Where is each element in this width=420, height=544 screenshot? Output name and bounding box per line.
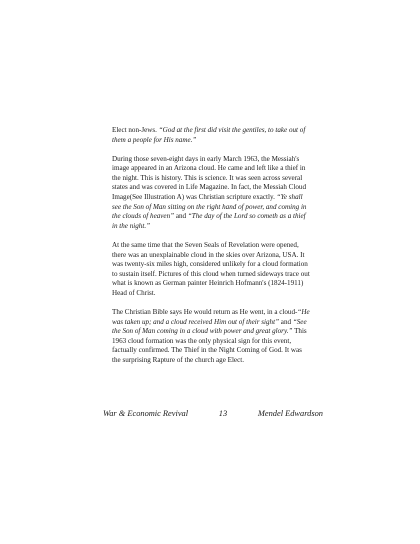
paragraph-2-text: During those seven-eight days in early March 1963, the Messiah's image appeared in an Arizona cloud. He came and left like a thief in the night. This is history. This is science. It was seen across several states and was covered in Life Magazine. In fact, the Messiah Cloud Image(See Illustration A) was Christian scripture exactly. xyxy=(112,154,307,202)
body-text xyxy=(112,126,312,375)
page-footer xyxy=(103,409,323,418)
paragraph-3 xyxy=(112,241,312,299)
paragraph-4-tail: This 1963 cloud formation was the only physical sign for this event, factually confirmed. The Thief in the Night Coming of God. It was the surprising Rapture of the church age Elect. xyxy=(112,327,307,364)
paragraph-2-conjunction: and xyxy=(174,212,188,221)
paragraph-2-quote-1: “Ye shall see the Son of Man sitting on the right hand of power, and coming in the clouds of heaven” xyxy=(112,193,307,221)
footer-page-number: 13 xyxy=(218,409,228,418)
paragraph-1-quote: “God at the first did visit the gentiles, to take out of them a people for His name.” xyxy=(112,126,306,144)
paragraph-1 xyxy=(112,126,312,145)
paragraph-4-quote-2: “See the Son of Man coming in a cloud with power and great glory.” xyxy=(112,317,307,336)
paragraph-4-conjunction: and xyxy=(279,317,293,326)
paragraph-4-quote-1: “He was taken up; and a cloud received Him out of their sight” xyxy=(112,308,310,326)
paragraph-4 xyxy=(112,308,312,366)
paragraph-3-text: At the same time that the Seven Seals of Revelation were opened, there was an unexplainable cloud in the skies over Arizona, USA. It was twenty-six miles high, considered unlikely for a cloud formation to sustain itself. Pictures of this cloud when turned sideways trace out what is known as German painter Heinrich Hofmann's (1824-1911) Head of Christ. xyxy=(112,240,310,297)
footer-author: Mendel Edwardson xyxy=(257,409,323,418)
paragraph-4-text: The Christian Bible says He would return as He went, in a cloud- xyxy=(112,308,298,316)
paragraph-1-text: Elect non-Jews. xyxy=(112,126,159,134)
paragraph-2 xyxy=(112,155,312,232)
paragraph-2-quote-2: “The day of the Lord so cometh as a thief in the night.” xyxy=(112,212,306,230)
footer-book-title: War & Economic Revival xyxy=(103,409,189,418)
